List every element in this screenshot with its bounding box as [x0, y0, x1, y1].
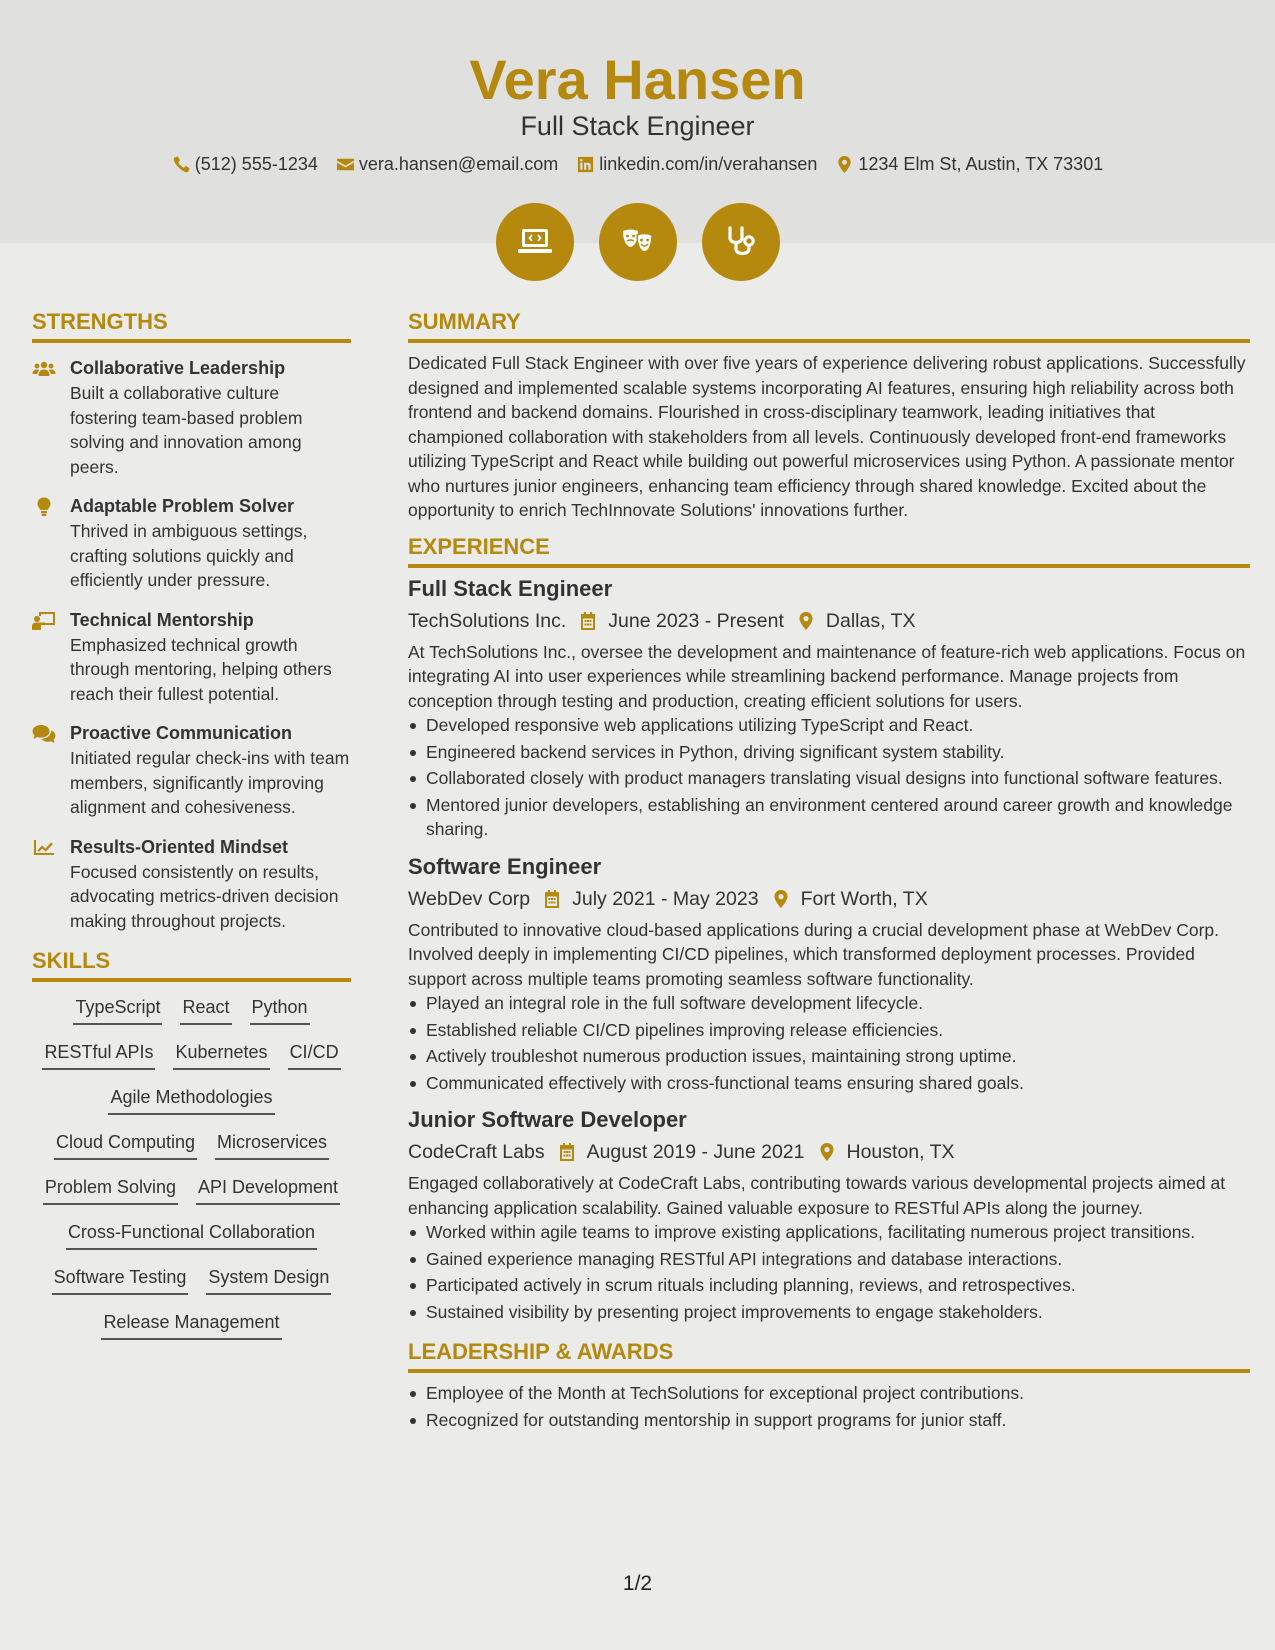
contact-address — [835, 151, 1103, 177]
strength-desc: Focused consistently on results, advocating metrics-driven decision making throughout projects. — [70, 861, 339, 931]
skill-tag: CI/CD — [288, 1039, 341, 1070]
map-marker-icon — [796, 611, 816, 631]
job-dates: June 2023 - Present — [608, 609, 784, 632]
awards-list — [408, 1381, 1250, 1432]
list-item: Worked within agile teams to improve existing applications, facilitating numerous project transitions. — [408, 1220, 1250, 1245]
strength-desc: Built a collaborative culture fostering team-based problem solving and innovation among peers. — [70, 383, 303, 477]
strength-name: Proactive Communication — [70, 723, 293, 743]
laptop-code-badge — [496, 203, 574, 281]
strength-item — [32, 355, 351, 479]
job-bullets — [408, 991, 1250, 1095]
skill-tag: TypeScript — [73, 994, 162, 1025]
phone-icon — [172, 155, 191, 174]
resume-header — [0, 0, 1275, 243]
stethoscope-icon — [721, 222, 761, 262]
strength-item — [32, 607, 351, 707]
contact-bar — [0, 151, 1275, 177]
email-text: vera.hansen@email.com — [358, 154, 559, 174]
strengths-heading: STRENGTHS — [32, 308, 351, 343]
list-item: Mentored junior developers, establishing an environment centered around career growth and knowledge sharing. — [408, 793, 1250, 842]
strength-desc: Thrived in ambiguous settings, crafting solutions quickly and efficiently under pressure. — [70, 521, 308, 590]
awards-heading: LEADERSHIP & AWARDS — [408, 1338, 1250, 1373]
laptop-code-icon — [515, 222, 555, 262]
right-column — [408, 308, 1250, 1434]
map-marker-icon — [817, 1142, 837, 1162]
skill-tag: Microservices — [215, 1129, 329, 1160]
skill-tag: Agile Methodologies — [108, 1084, 274, 1115]
contact-phone — [172, 151, 318, 177]
list-item: Employee of the Month at TechSolutions for exceptional project contributions. — [408, 1381, 1250, 1406]
skill-tag: Python — [250, 994, 310, 1025]
linkedin-text: linkedin.com/in/verahansen — [599, 154, 818, 174]
list-item: Sustained visibility by presenting project improvements to engage stakeholders. — [408, 1300, 1250, 1325]
job-bullets — [408, 1220, 1250, 1324]
summary-heading: SUMMARY — [408, 308, 1250, 343]
skill-tag: React — [180, 994, 231, 1025]
strength-desc: Emphasized technical growth through mentoring, helping others reach their fullest potential. — [70, 634, 332, 704]
job-role: Junior Software Developer — [408, 1107, 687, 1132]
users-icon — [32, 359, 56, 379]
address-text: 1234 Elm St, Austin, TX 73301 — [858, 154, 1104, 174]
job-location: Houston, TX — [846, 1141, 955, 1163]
skills-heading: SKILLS — [32, 947, 351, 982]
skills-list — [32, 994, 351, 1354]
job-description: Contributed to innovative cloud-based applications during a crucial development phase at WebDev Corp. Involved deeply in implementing CI/CD pipelines, which transformed deployment processes. Provided support across multiple teams promoting seamless software functionality. — [408, 919, 1219, 989]
job-role: Full Stack Engineer — [408, 575, 613, 601]
strength-item — [32, 720, 351, 820]
job-entry — [408, 852, 1250, 1096]
comments-icon — [32, 724, 56, 744]
strength-name: Results-Oriented Mindset — [70, 836, 289, 857]
strength-desc: Initiated regular check-ins with team members, significantly improving alignment and cohesiveness. — [70, 748, 350, 817]
list-item: Recognized for outstanding mentorship in support programs for junior staff. — [408, 1408, 1250, 1433]
page-number: 1/2 — [622, 1572, 653, 1595]
candidate-title: Full Stack Engineer — [520, 111, 755, 141]
candidate-name: Vera Hansen — [469, 48, 806, 111]
job-entry — [408, 1105, 1250, 1324]
list-item: Collaborated closely with product managers translating visual designs into functional software features. — [408, 766, 1250, 791]
experience-heading: EXPERIENCE — [408, 533, 1250, 568]
stethoscope-badge — [702, 203, 780, 281]
chart-line-icon — [32, 838, 56, 858]
skill-tag: RESTful APIs — [42, 1039, 155, 1070]
linkedin-icon — [576, 155, 595, 174]
left-column — [32, 308, 351, 1354]
summary-text: Dedicated Full Stack Engineer with over five years of experience delivering robust applications. Successfully designed and implemented scalable systems incorporating AI features, ensuring high reliability across both frontend and backend domains. Flourished in cross-disciplinary teamwork, leading initiatives that championed collaboration with stakeholders from all levels. Continuously developed front-end frameworks utilizing TypeScript and React while building out powerful microservices using Python. A passionate mentor who nurtures junior engineers, enhancing team efficiency through shared knowledge. Excited about the opportunity to enrich TechInnovate Solutions' innovations further. — [408, 353, 1246, 520]
job-location: Dallas, TX — [825, 609, 916, 632]
list-item: Actively troubleshot numerous production issues, maintaining strong uptime. — [408, 1044, 1250, 1069]
job-description: At TechSolutions Inc., oversee the development and maintenance of feature-rich web applications. Focus on integrating AI into user experiences while streamlining backend performance. Manage projects from conception through testing and production, creating efficient solutions for users. — [408, 641, 1246, 711]
skill-tag: Software Testing — [52, 1264, 189, 1295]
skill-tag: Problem Solving — [43, 1174, 178, 1205]
strength-name: Technical Mentorship — [70, 609, 254, 630]
strength-name: Adaptable Problem Solver — [70, 496, 295, 516]
strength-name: Collaborative Leadership — [70, 358, 286, 378]
calendar-icon — [557, 1142, 577, 1162]
map-marker-icon — [835, 155, 854, 174]
skill-tag: Kubernetes — [173, 1039, 269, 1070]
list-item: Participated actively in scrum rituals including planning, reviews, and retrospectives. — [408, 1273, 1250, 1298]
skill-tag: API Development — [196, 1174, 340, 1205]
interest-badges — [0, 203, 1275, 281]
theater-masks-icon — [618, 222, 658, 262]
job-dates: August 2019 - June 2021 — [586, 1141, 805, 1163]
skill-tag: Cross-Functional Collaboration — [66, 1219, 317, 1250]
job-company: CodeCraft Labs — [408, 1141, 545, 1163]
contact-email[interactable] — [336, 151, 558, 177]
theater-masks-badge — [599, 203, 677, 281]
job-location: Fort Worth, TX — [800, 887, 928, 910]
envelope-icon — [336, 155, 355, 174]
list-item: Communicated effectively with cross-functional teams ensuring shared goals. — [408, 1071, 1250, 1096]
job-description: Engaged collaboratively at CodeCraft Labs, contributing towards various developmental projects aimed at enhancing application scalability. Gained valuable exposure to RESTful APIs along the journey. — [408, 1173, 1226, 1218]
list-item: Developed responsive web applications utilizing TypeScript and React. — [408, 713, 1250, 738]
list-item: Gained experience managing RESTful API integrations and database interactions. — [408, 1247, 1250, 1272]
phone-text: (512) 555-1234 — [194, 154, 318, 174]
job-bullets — [408, 713, 1250, 842]
job-meta — [408, 884, 1250, 914]
chalkboard-teacher-icon — [32, 611, 56, 631]
job-entry — [408, 574, 1250, 842]
job-company: WebDev Corp — [408, 887, 531, 910]
job-meta — [408, 1137, 1250, 1167]
strengths-list — [32, 355, 351, 933]
job-dates: July 2021 - May 2023 — [572, 887, 759, 910]
map-marker-icon — [771, 889, 791, 909]
contact-linkedin[interactable] — [576, 151, 817, 177]
lightbulb-icon — [32, 497, 56, 517]
strength-item — [32, 493, 351, 593]
skill-tag: Release Management — [101, 1309, 281, 1340]
job-meta — [408, 606, 1250, 636]
skill-tag: Cloud Computing — [54, 1129, 197, 1160]
job-company: TechSolutions Inc. — [408, 609, 567, 632]
calendar-icon — [542, 889, 562, 909]
list-item: Played an integral role in the full software development lifecycle. — [408, 991, 1250, 1016]
list-item: Engineered backend services in Python, driving significant system stability. — [408, 740, 1250, 765]
skill-tag: System Design — [206, 1264, 331, 1295]
calendar-icon — [578, 611, 598, 631]
job-role: Software Engineer — [408, 853, 602, 879]
strength-item — [32, 834, 351, 934]
list-item: Established reliable CI/CD pipelines improving release efficiencies. — [408, 1018, 1250, 1043]
